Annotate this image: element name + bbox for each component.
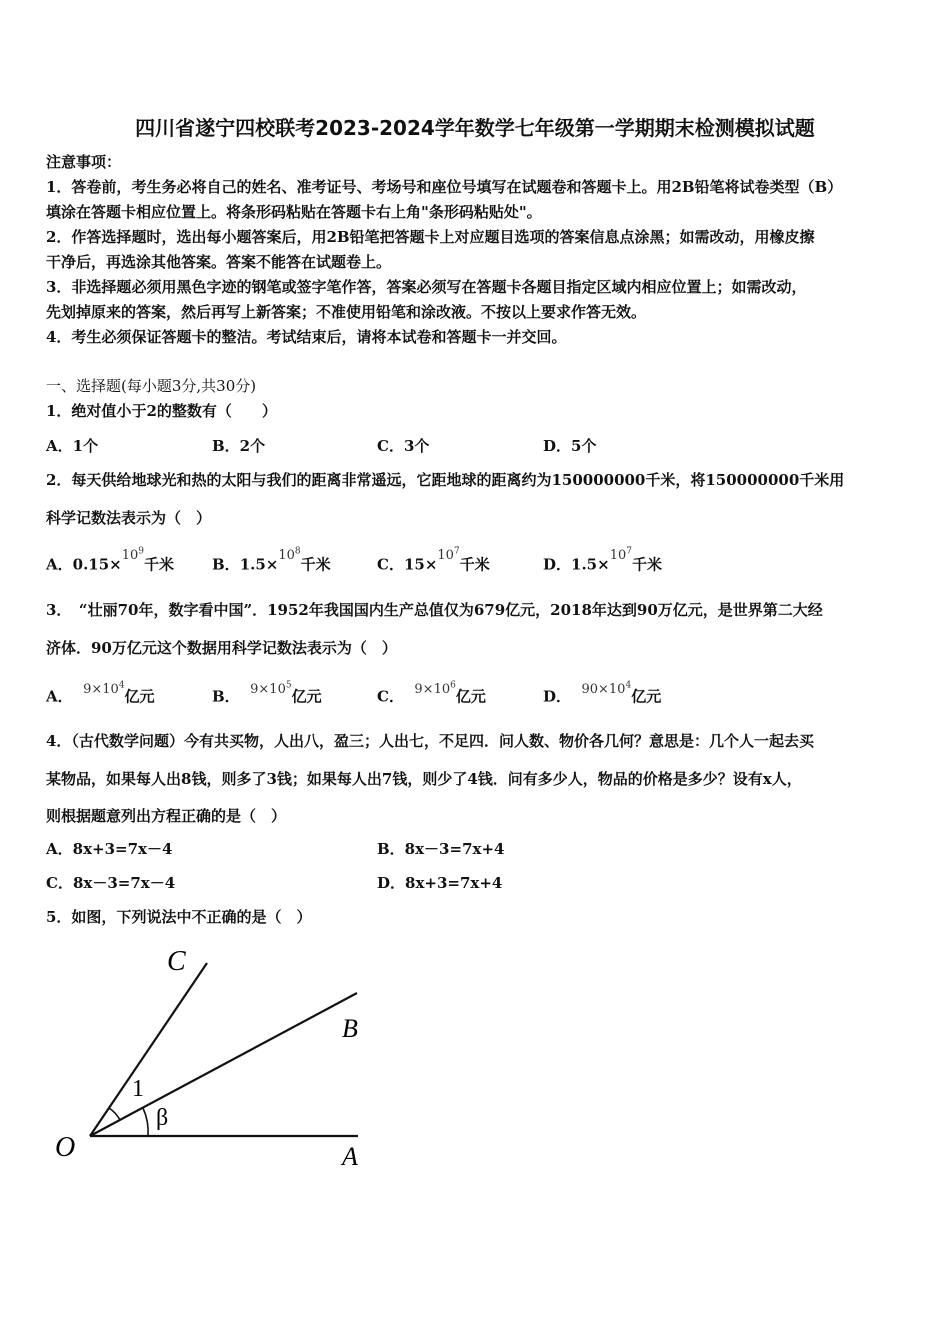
q2-option-a: A．$0.15\times 10^9$千米 <box>46 547 175 574</box>
label-beta: β <box>156 1105 169 1131</box>
notice-line: 干净后，再选涂其他答案。答案不能答在试题卷上。 <box>46 253 392 271</box>
notice-line: 先划掉原来的答案，然后再写上新答案；不准使用铅笔和涂改液。不按以上要求作答无效。 <box>46 303 647 321</box>
label-angle-1: 1 <box>132 1076 144 1102</box>
notice-heading: 注意事项： <box>46 153 122 171</box>
q3-option-a: A． $9\times 10^4$亿元 <box>46 681 155 706</box>
label-b: B <box>342 1014 358 1043</box>
label-o: O <box>55 1132 76 1163</box>
q3-stem: 济体．90万亿元这个数据用科学记数法表示为（ ） <box>46 639 397 657</box>
q2-option-d: D．$1.5\times 10^7$千米 <box>543 547 662 574</box>
q3-option-b: B． $9\times 10^5$亿元 <box>212 681 322 706</box>
notice-line: 3．非选择题必须用黑色字迹的钢笔或签字笔作答，答案必须写在答题卡各题目指定区域内相应位置上；如需改动， <box>46 278 807 296</box>
q3-option-c: C． $9\times 10^6$亿元 <box>377 681 486 706</box>
q1-option-c: C．3个 <box>377 437 430 455</box>
q5-stem: 5．如图，下列说法中不正确的是（ ） <box>46 908 312 926</box>
q4-option-d: D．8x+3=7x+4 <box>377 874 503 892</box>
label-c: C <box>167 946 186 977</box>
q2-option-b: B．$1.5\times 10^8$千米 <box>212 547 331 574</box>
notice-line: 1．答卷前，考生务必将自己的姓名、准考证号、考场号和座位号填写在试题卷和答题卡上。用2B铅笔将试卷类型（B） <box>46 178 843 196</box>
angle-beta-arc <box>143 1108 148 1136</box>
q2-option-c: C．$15\times 10^7$千米 <box>377 547 490 574</box>
q1-stem: 1．绝对值小于2的整数有（ ） <box>46 402 277 420</box>
q4-option-a: A．8x+3=7x－4 <box>46 840 173 858</box>
notice-line: 4．考生必须保证答题卡的整洁。考试结束后，请将本试卷和答题卡一并交回。 <box>46 328 567 346</box>
q4-stem: 某物品，如果每人出8钱，则多了3钱；如果每人出7钱，则少了4钱．问有多少人，物品的价格是多少？设有x人， <box>46 770 802 788</box>
section-heading: 一、选择题(每小题3分,共30分) <box>46 377 257 395</box>
q4-stem: 则根据题意列出方程正确的是（ ） <box>46 807 287 825</box>
q2-stem: 2．每天供给地球光和热的太阳与我们的距离非常遥远，它距地球的距离约为150000000千米，将150000000千米用 <box>46 471 845 489</box>
q1-option-a: A．1个 <box>46 437 99 455</box>
q4-option-b: B．8x－3=7x+4 <box>377 840 505 858</box>
ray-ob <box>90 993 357 1136</box>
q1-option-d: D．5个 <box>543 437 597 455</box>
q4-option-c: C．8x－3=7x－4 <box>46 874 176 892</box>
notice-line: 填涂在答题卡相应位置上。将条形码粘贴在答题卡右上角"条形码粘贴处"。 <box>46 203 542 221</box>
page-title: 四川省遂宁四校联考2023-2024学年数学七年级第一学期期末检测模拟试题 <box>135 116 815 140</box>
q3-option-d: D． $90\times 10^4$亿元 <box>543 681 662 706</box>
q2-stem: 科学记数法表示为（ ） <box>46 509 212 527</box>
q1-option-b: B．2个 <box>212 437 266 455</box>
label-a: A <box>342 1142 358 1171</box>
q4-stem: 4．（古代数学问题）今有共买物，人出八，盈三；人出七，不足四．问人数、物价各几何？意思是：几个人一起去买 <box>46 732 814 750</box>
notice-line: 2．作答选择题时，选出每小题答案后，用2B铅笔把答题卡上对应题目选项的答案信息点涂黑；如需改动，用橡皮擦 <box>46 228 815 246</box>
angle-1-arc <box>109 1108 120 1120</box>
q3-stem: 3． “壮丽70年，数字看中国”．1952年我国国内生产总值仅为679亿元，2018年达到90万亿元，是世界第二大经 <box>46 601 823 619</box>
ray-oc <box>90 963 207 1136</box>
